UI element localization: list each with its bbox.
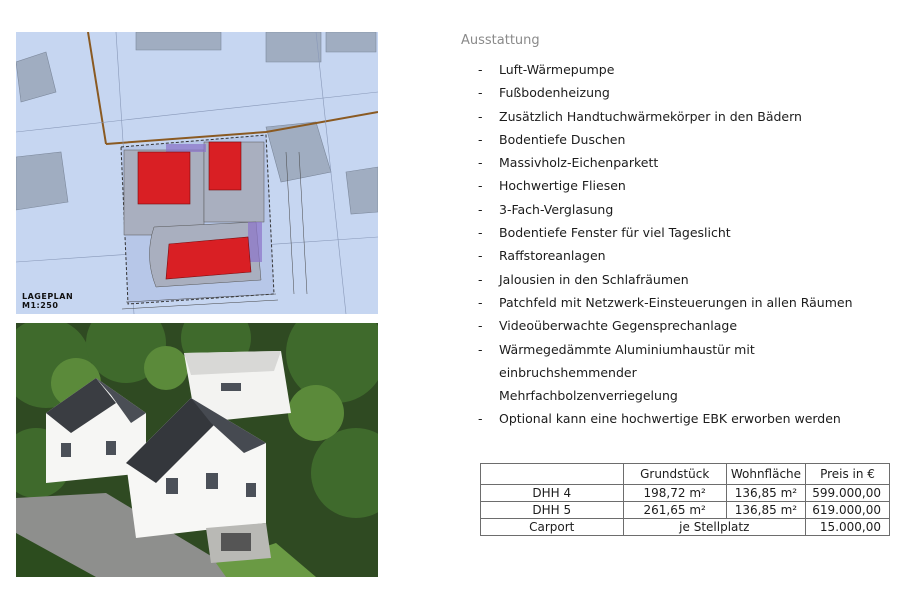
equipment-heading: Ausstattung (461, 33, 540, 48)
aerial-rendering (16, 323, 378, 577)
list-item-text: Fußbodenheizung (499, 85, 610, 101)
bullet-dash: - (478, 248, 483, 264)
list-item (478, 105, 888, 128)
list-item-text: Raffstoreanlagen (499, 248, 606, 264)
bullet-dash: - (478, 131, 483, 147)
list-item (478, 314, 888, 337)
price-table (480, 463, 890, 536)
list-item-text: 3-Fach-Verglasung (499, 201, 614, 217)
table-header-cell (481, 464, 624, 485)
table-cell-living: 136,85 m² (726, 485, 805, 502)
aerial-photo (16, 323, 378, 577)
list-item (478, 81, 888, 104)
bullet-dash: - (478, 341, 483, 357)
site-plan-label (22, 292, 73, 310)
bullet-dash: - (478, 318, 483, 334)
table-cell-plot: 261,65 m² (623, 502, 726, 519)
bullet-dash: - (478, 225, 483, 241)
table-cell-living: 136,85 m² (726, 502, 805, 519)
list-item (478, 151, 888, 174)
bullet-dash: - (478, 62, 483, 77)
list-item-text: Jalousien in den Schlafräumen (499, 271, 689, 287)
bullet-dash: - (478, 155, 483, 171)
list-item (478, 407, 888, 430)
list-item-text: Bodentiefe Duschen (499, 131, 626, 147)
list-item-text: Zusätzlich Handtuchwärmekörper in den Bädern (499, 108, 802, 124)
table-row (481, 519, 890, 536)
table-cell-price: 15.000,00 (806, 519, 890, 536)
table-cell-span: je Stellplatz (623, 519, 806, 536)
list-item (478, 338, 888, 408)
table-cell-name: Carport (481, 519, 624, 536)
table-header-cell: Preis in € (806, 464, 890, 485)
list-item-text: Luft-Wärmepumpe (499, 62, 615, 77)
list-item-text: Hochwertige Fliesen (499, 178, 626, 194)
list-item (478, 174, 888, 197)
table-cell-price: 599.000,00 (806, 485, 890, 502)
list-item-text: Optional kann eine hochwertige EBK erworben werden (499, 411, 841, 427)
table-cell-price: 619.000,00 (806, 502, 890, 519)
site-plan-scale: M1:250 (22, 301, 59, 310)
list-item (478, 244, 888, 267)
list-item-text: Patchfeld mit Netzwerk-Einsteuerungen in allen Räumen (499, 294, 853, 310)
list-item (478, 128, 888, 151)
table-cell-plot: 198,72 m² (623, 485, 726, 502)
bullet-dash: - (478, 85, 483, 101)
list-item-text: Videoüberwachte Gegensprechanlage (499, 318, 738, 334)
list-item (478, 221, 888, 244)
bullet-dash: - (478, 411, 483, 427)
site-plan-title: LAGEPLAN (22, 292, 74, 301)
bullet-dash: - (478, 201, 483, 217)
table-cell-name: DHH 5 (481, 502, 624, 519)
table-row (481, 502, 890, 519)
list-item-text: Wärmegedämmte Aluminiumhaustür mit einbruchshemmender Mehrfachbolzenverriegelung (499, 341, 755, 404)
site-plan-drawing (16, 32, 378, 314)
list-item-text: Massivholz-Eichenparkett (499, 155, 659, 171)
table-cell-name: DHH 4 (481, 485, 624, 502)
list-item (478, 268, 888, 291)
list-item (478, 291, 888, 314)
list-item (478, 58, 888, 81)
table-header-cell: Wohnfläche (726, 464, 805, 485)
table-header-cell: Grundstück (623, 464, 726, 485)
bullet-dash: - (478, 108, 483, 124)
table-header-row (481, 464, 890, 485)
table-row (481, 485, 890, 502)
list-item-text: Bodentiefe Fenster für viel Tageslicht (499, 225, 731, 241)
list-item (478, 198, 888, 221)
equipment-list (478, 58, 888, 431)
bullet-dash: - (478, 294, 483, 310)
site-plan-image (16, 32, 378, 314)
bullet-dash: - (478, 178, 483, 194)
bullet-dash: - (478, 271, 483, 287)
